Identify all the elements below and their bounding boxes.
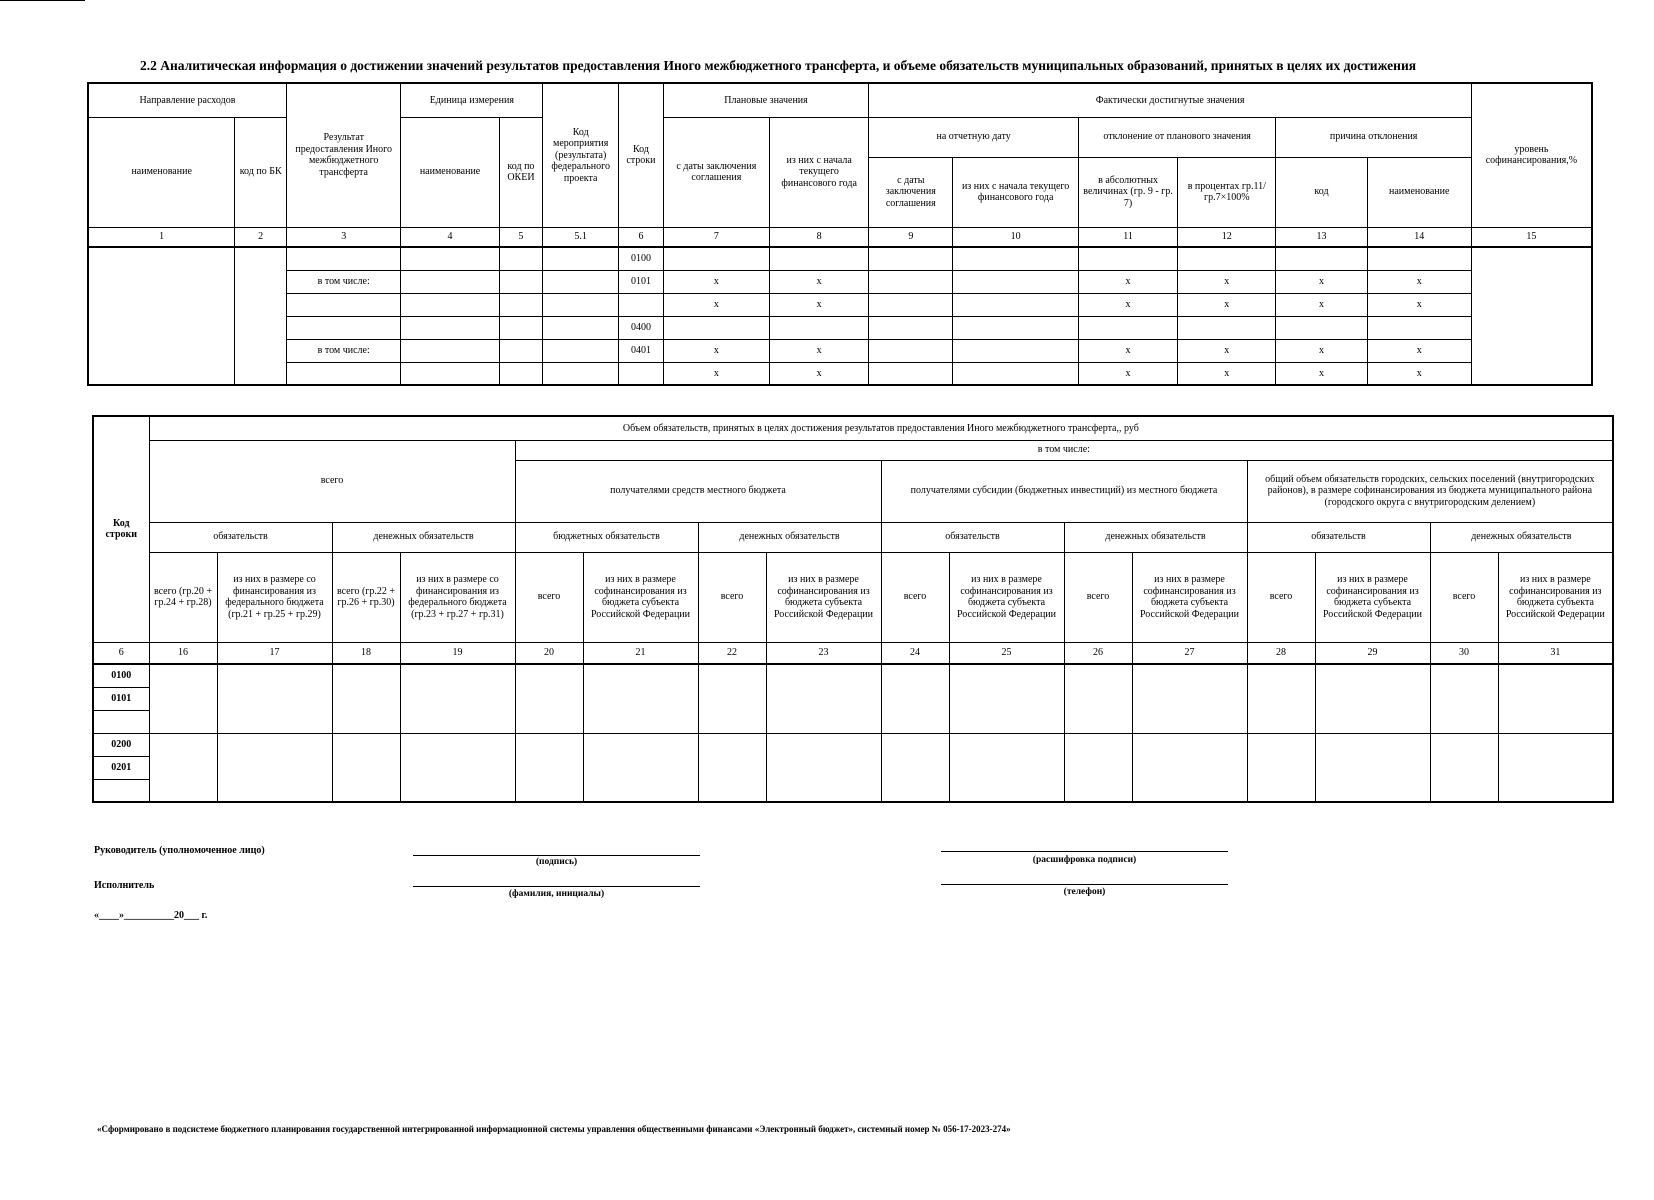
cell xyxy=(499,362,543,385)
cell-kod-bk xyxy=(235,247,287,385)
phone-caption: (телефон) xyxy=(1063,887,1106,897)
cell xyxy=(766,664,881,733)
cell xyxy=(401,270,499,293)
column-number: 19 xyxy=(400,642,515,664)
cell xyxy=(869,362,953,385)
header-obligations: обязательств xyxy=(1247,522,1430,552)
cell xyxy=(401,362,499,385)
cell xyxy=(766,733,881,802)
column-number: 14 xyxy=(1367,227,1471,247)
cell xyxy=(286,362,400,385)
achievement-table xyxy=(87,82,1593,386)
header-money-obligations: денежных обязательств xyxy=(332,522,515,552)
header-deviation: отклонение от планового значения xyxy=(1078,117,1275,157)
cell xyxy=(400,733,515,802)
cell xyxy=(499,316,543,339)
header-report-date: на отчетную дату xyxy=(869,117,1079,157)
footer-note: «Сформировано в подсистеме бюджетного планирования государственной интегрированной информационной системы управления общественными финансами «Электронный бюджет», системный номер № 056-17-2023-274» xyxy=(97,1124,1011,1134)
header-kod-bk: код по БК xyxy=(235,117,287,227)
column-number: 18 xyxy=(332,642,400,664)
x-cell: x xyxy=(1276,293,1367,316)
header-pct: в процентах гр.11/гр.7×100% xyxy=(1178,157,1276,227)
table-row xyxy=(88,339,1592,362)
row-code xyxy=(619,293,664,316)
x-cell: x xyxy=(1178,362,1276,385)
cell xyxy=(698,664,766,733)
column-number: 6 xyxy=(619,227,664,247)
cell xyxy=(698,733,766,802)
cell xyxy=(770,316,869,339)
header-subsidy-recipients: получателями субсидии (бюджетных инвестиций) из местного бюджета xyxy=(881,460,1247,522)
header-budget-obligations: бюджетных обязательств xyxy=(515,522,698,552)
x-cell: x xyxy=(1078,270,1177,293)
table-row xyxy=(88,362,1592,385)
header-vsego: всего xyxy=(1247,552,1315,642)
table-row xyxy=(88,247,1592,270)
cell xyxy=(499,339,543,362)
column-number: 9 xyxy=(869,227,953,247)
cell xyxy=(1132,664,1247,733)
header-okei: код по ОКЕИ xyxy=(499,117,543,227)
x-cell: x xyxy=(770,293,869,316)
signature-caption: (подпись) xyxy=(535,857,578,867)
cell xyxy=(663,247,769,270)
cell-name xyxy=(88,247,235,385)
cell xyxy=(1064,664,1132,733)
header-subj: из них в размере софинансирования из бюджета субъекта Российской Федерации xyxy=(1315,552,1430,642)
cell xyxy=(401,339,499,362)
cell xyxy=(1064,733,1132,802)
cell xyxy=(499,293,543,316)
column-number: 12 xyxy=(1178,227,1276,247)
x-cell: x xyxy=(1078,362,1177,385)
column-number: 4 xyxy=(401,227,499,247)
page-title: 2.2 Аналитическая информация о достижении значений результатов предоставления Иного межбюджетного трансферта, и объеме обязательств муниципальных образований, принятых в целях их достижения xyxy=(140,58,1417,73)
column-number: 15 xyxy=(1471,227,1592,247)
row-code: 0100 xyxy=(619,247,664,270)
table-row xyxy=(88,270,1592,293)
header-abs: в абсолютных величинах (гр. 9 - гр. 7) xyxy=(1078,157,1177,227)
cell xyxy=(332,733,400,802)
header-subj: из них в размере софинансирования из бюджета субъекта Российской Федерации xyxy=(1132,552,1247,642)
header-volume: Объем обязательств, принятых в целях достижения результатов предоставления Иного межбюджетного трансферта,, руб xyxy=(149,416,1613,440)
header-reason-code: код xyxy=(1276,157,1367,227)
column-number: 20 xyxy=(515,642,583,664)
cell xyxy=(949,664,1064,733)
cell xyxy=(869,316,953,339)
x-cell: x xyxy=(1367,339,1471,362)
cell xyxy=(543,339,619,362)
cell xyxy=(663,316,769,339)
column-number: 17 xyxy=(217,642,332,664)
x-cell: x xyxy=(663,339,769,362)
cell xyxy=(869,293,953,316)
table-row xyxy=(88,316,1592,339)
header-c19: из них в размере со финансирования из федерального бюджета (гр.23 + гр.27 + гр.31) xyxy=(400,552,515,642)
header-subj: из них в размере софинансирования из бюджета субъекта Российской Федерации xyxy=(583,552,698,642)
x-cell: x xyxy=(1367,293,1471,316)
obligations-table xyxy=(92,415,1614,803)
date-line: «____»__________20___ г. xyxy=(94,910,208,921)
header-money-obligations: денежных обязательств xyxy=(1430,522,1613,552)
cell xyxy=(401,316,499,339)
header-vsego: всего xyxy=(1430,552,1498,642)
header-result: Результат предоставления Иного межбюджетного трансферта xyxy=(286,83,400,227)
cell xyxy=(869,247,953,270)
cell xyxy=(543,270,619,293)
header-subj: из них в размере софинансирования из бюджета субъекта Российской Федерации xyxy=(1498,552,1613,642)
cell xyxy=(953,293,1079,316)
cell xyxy=(1247,733,1315,802)
x-cell: x xyxy=(1078,339,1177,362)
column-number: 6 xyxy=(93,642,149,664)
header-vsego: всего xyxy=(515,552,583,642)
column-number: 16 xyxy=(149,642,217,664)
header-reason: причина отклонения xyxy=(1276,117,1471,157)
cell xyxy=(869,339,953,362)
header-row-code: Код строки xyxy=(93,416,149,642)
column-number: 28 xyxy=(1247,642,1315,664)
column-number: 25 xyxy=(949,642,1064,664)
header-subj: из них в размере софинансирования из бюджета субъекта Российской Федерации xyxy=(766,552,881,642)
header-cofin: уровень софинансирования,% xyxy=(1471,83,1592,227)
column-number: 21 xyxy=(583,642,698,664)
header-c17: из них в размере со финансирования из федерального бюджета (гр.21 + гр.25 + гр.29) xyxy=(217,552,332,642)
cell xyxy=(949,733,1064,802)
x-cell: x xyxy=(1276,270,1367,293)
executor-label: Исполнитель xyxy=(94,880,155,891)
column-number: 24 xyxy=(881,642,949,664)
column-number: 3 xyxy=(286,227,400,247)
column-number: 10 xyxy=(953,227,1079,247)
cell xyxy=(1498,664,1613,733)
header-c18: всего (гр.22 + гр.26 + гр.30) xyxy=(332,552,400,642)
row-code: 0400 xyxy=(619,316,664,339)
cell xyxy=(1367,316,1471,339)
header-money-obligations: денежных обязательств xyxy=(698,522,881,552)
cell xyxy=(149,733,217,802)
cell xyxy=(1367,247,1471,270)
column-number: 5.1 xyxy=(543,227,619,247)
header-vsego: всего xyxy=(698,552,766,642)
cell xyxy=(869,270,953,293)
header-reason-name: наименование xyxy=(1367,157,1471,227)
cell xyxy=(1178,247,1276,270)
row-code: 0101 xyxy=(93,687,149,710)
cell xyxy=(286,247,400,270)
phone-line xyxy=(941,884,1228,885)
column-number: 22 xyxy=(698,642,766,664)
cell xyxy=(400,664,515,733)
header-total: всего xyxy=(149,440,515,522)
header-plan: Плановые значения xyxy=(663,83,869,117)
column-number: 27 xyxy=(1132,642,1247,664)
header-vsego: всего xyxy=(1064,552,1132,642)
cell xyxy=(401,247,499,270)
column-number: 30 xyxy=(1430,642,1498,664)
top-edge-line xyxy=(0,0,85,1)
x-cell: x xyxy=(1367,362,1471,385)
header-unit: Единица измерения xyxy=(401,83,543,117)
header-obligations: обязательств xyxy=(149,522,332,552)
x-cell: x xyxy=(663,293,769,316)
cell xyxy=(499,270,543,293)
x-cell: x xyxy=(770,362,869,385)
cell xyxy=(1078,247,1177,270)
row-code: 0401 xyxy=(619,339,664,362)
table-row xyxy=(88,293,1592,316)
cell xyxy=(953,270,1079,293)
header-direction: Направление расходов xyxy=(88,83,286,117)
cell xyxy=(217,664,332,733)
header-plan-from-date: с даты заключения соглашения xyxy=(663,117,769,227)
header-subj: из них в размере софинансирования из бюджета субъекта Российской Федерации xyxy=(949,552,1064,642)
cell xyxy=(953,316,1079,339)
x-cell: x xyxy=(770,270,869,293)
cell xyxy=(583,733,698,802)
cell xyxy=(1276,247,1367,270)
column-number: 29 xyxy=(1315,642,1430,664)
cell xyxy=(881,664,949,733)
cell xyxy=(149,664,217,733)
cell xyxy=(1315,664,1430,733)
header-general: общий объем обязательств городских, сельских поселений (внутригородских районов), в размере софинансирования из бюджета муниципального района (городского округа с внутригородским делением) xyxy=(1247,460,1613,522)
header-money-obligations: денежных обязательств xyxy=(1064,522,1247,552)
row-code xyxy=(93,779,149,802)
in-that-label: в том числе: xyxy=(286,339,400,362)
cell xyxy=(1247,664,1315,733)
header-name: наименование xyxy=(88,117,235,227)
in-that-label: в том числе: xyxy=(286,270,400,293)
cell xyxy=(401,293,499,316)
row-code: 0201 xyxy=(93,756,149,779)
header-unit-name: наименование xyxy=(401,117,499,227)
column-number: 13 xyxy=(1276,227,1367,247)
header-fact: Фактически достигнутые значения xyxy=(869,83,1472,117)
cell xyxy=(286,293,400,316)
cell xyxy=(953,247,1079,270)
cell xyxy=(515,664,583,733)
cell xyxy=(543,362,619,385)
cell xyxy=(1430,664,1498,733)
header-vsego: всего xyxy=(881,552,949,642)
cell xyxy=(543,247,619,270)
signature-line xyxy=(413,855,700,856)
x-cell: x xyxy=(1276,362,1367,385)
column-number: 1 xyxy=(88,227,235,247)
fio-caption: (фамилия, инициалы) xyxy=(508,889,605,899)
x-cell: x xyxy=(1178,293,1276,316)
row-code xyxy=(93,710,149,733)
cell xyxy=(515,733,583,802)
x-cell: x xyxy=(1276,339,1367,362)
table-row xyxy=(93,733,1613,756)
row-code: 0200 xyxy=(93,733,149,756)
header-local-recipients: получателями средств местного бюджета xyxy=(515,460,881,522)
column-number: 31 xyxy=(1498,642,1613,664)
cell xyxy=(953,362,1079,385)
x-cell: x xyxy=(770,339,869,362)
cell xyxy=(953,339,1079,362)
x-cell: x xyxy=(663,362,769,385)
cell xyxy=(1430,733,1498,802)
column-number: 7 xyxy=(663,227,769,247)
row-code: 0101 xyxy=(619,270,664,293)
header-plan-year: из них с начала текущего финансового года xyxy=(770,117,869,227)
decode-caption: (расшифровка подписи) xyxy=(1032,855,1137,865)
header-fact-from-date: с даты заключения соглашения xyxy=(869,157,953,227)
cell xyxy=(543,293,619,316)
header-event-code: Код мероприятия (результата) федерального проекта xyxy=(543,83,619,227)
cell-cofin xyxy=(1471,247,1592,385)
header-incl: в том числе: xyxy=(515,440,1613,460)
column-number: 11 xyxy=(1078,227,1177,247)
x-cell: x xyxy=(1178,270,1276,293)
column-number: 5 xyxy=(499,227,543,247)
cell xyxy=(332,664,400,733)
cell xyxy=(1498,733,1613,802)
cell xyxy=(1178,316,1276,339)
header-c16: всего (гр.20 + гр.24 + гр.28) xyxy=(149,552,217,642)
column-number: 23 xyxy=(766,642,881,664)
cell xyxy=(583,664,698,733)
head-label: Руководитель (уполномоченное лицо) xyxy=(94,845,265,856)
x-cell: x xyxy=(1078,293,1177,316)
cell xyxy=(881,733,949,802)
header-row-code: Код строки xyxy=(619,83,664,227)
table-row xyxy=(93,664,1613,687)
row-code xyxy=(619,362,664,385)
cell xyxy=(770,247,869,270)
cell xyxy=(1276,316,1367,339)
cell xyxy=(1315,733,1430,802)
header-obligations: обязательств xyxy=(881,522,1064,552)
cell xyxy=(543,316,619,339)
cell xyxy=(1078,316,1177,339)
x-cell: x xyxy=(663,270,769,293)
column-number: 8 xyxy=(770,227,869,247)
column-number: 26 xyxy=(1064,642,1132,664)
header-fact-year: из них с начала текущего финансового года xyxy=(953,157,1079,227)
row-code: 0100 xyxy=(93,664,149,687)
cell xyxy=(217,733,332,802)
column-number: 2 xyxy=(235,227,287,247)
x-cell: x xyxy=(1367,270,1471,293)
cell xyxy=(286,316,400,339)
cell xyxy=(499,247,543,270)
cell xyxy=(1132,733,1247,802)
x-cell: x xyxy=(1178,339,1276,362)
decode-line xyxy=(941,851,1228,852)
fio-line xyxy=(413,886,700,887)
